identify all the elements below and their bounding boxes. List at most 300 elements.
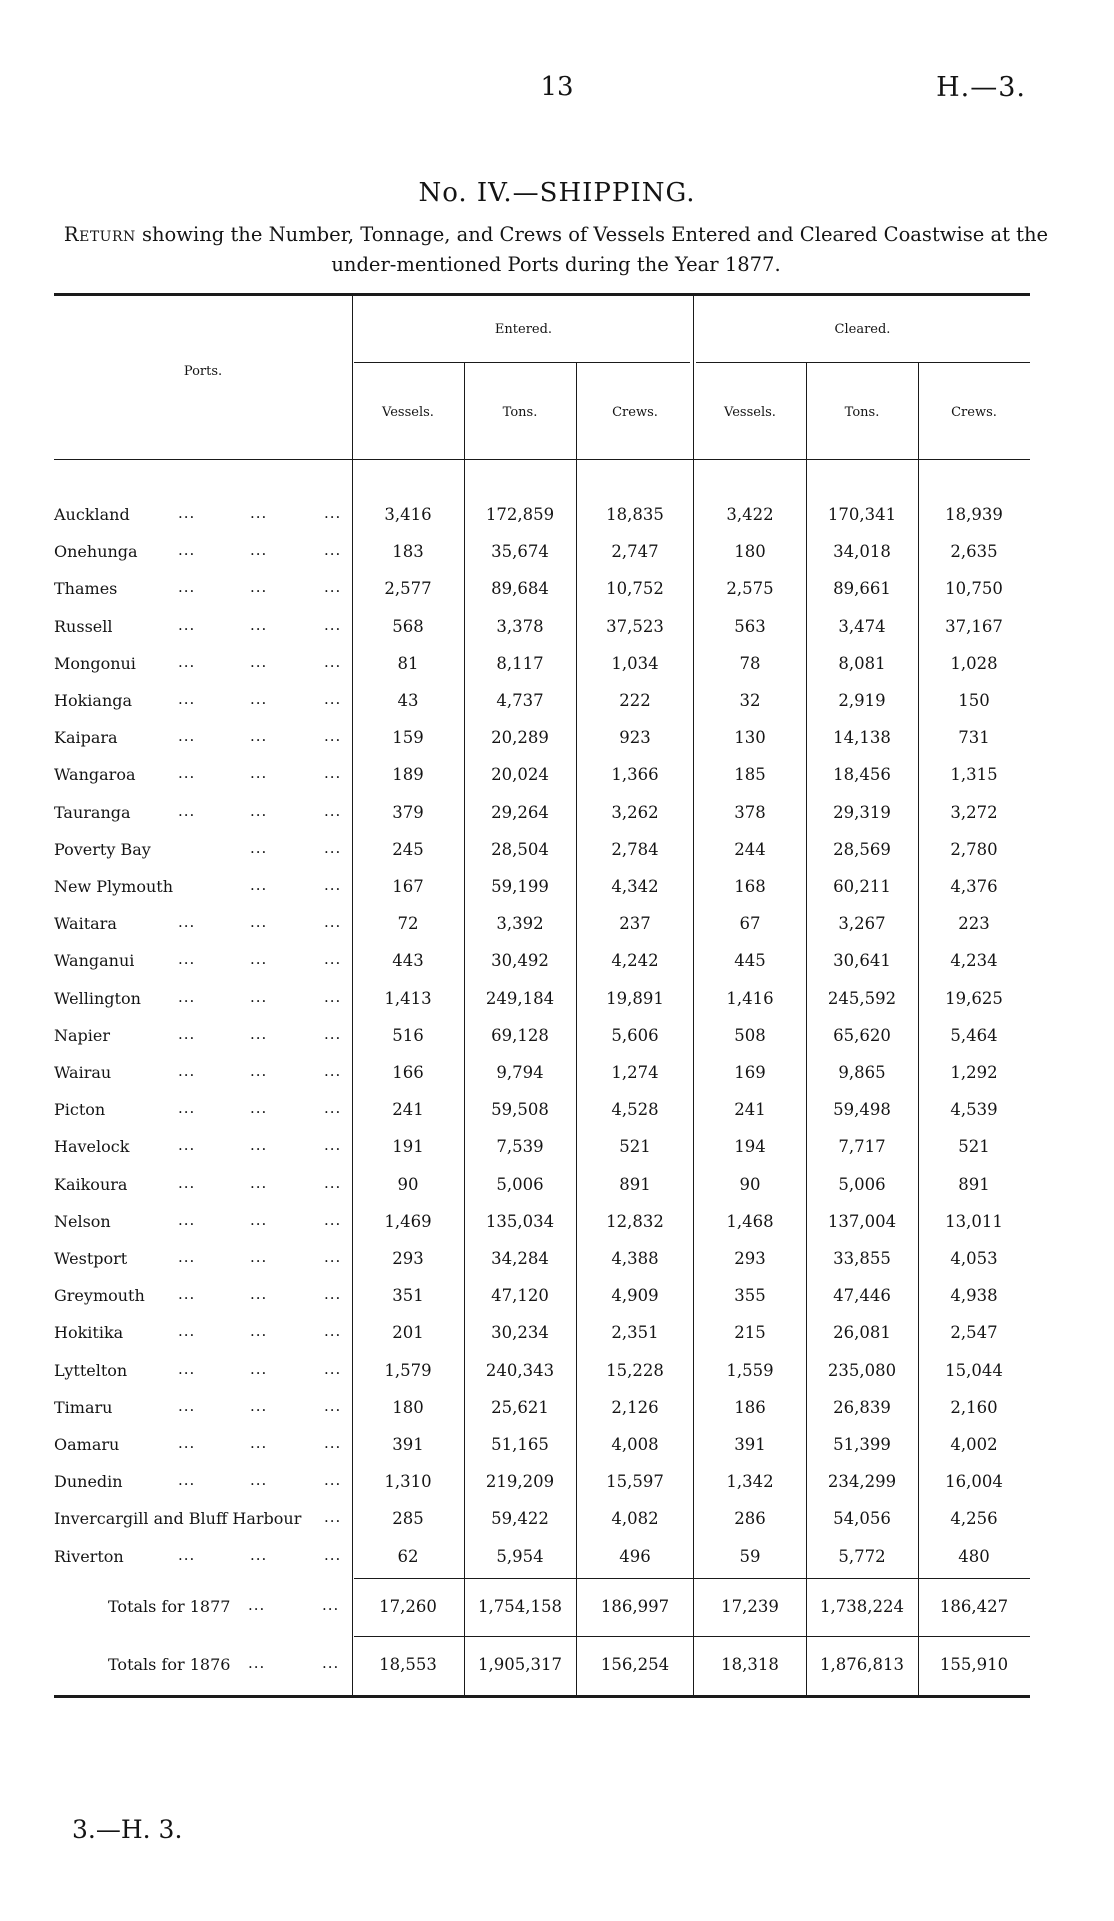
cell-value: 69,128	[491, 1025, 549, 1045]
cell-value: 130	[734, 728, 766, 748]
port-name: Mongonui	[54, 653, 136, 673]
cell-value: 89,684	[491, 579, 549, 599]
leader-dots: ...	[178, 1173, 196, 1192]
cell-value: 59	[739, 1546, 761, 1566]
cell-value: 1,468	[726, 1211, 774, 1231]
cell-value: 30,641	[833, 951, 891, 971]
leader-dots: ...	[178, 690, 196, 708]
leader-dots: ...	[248, 1654, 266, 1672]
port-name: Timaru	[54, 1397, 113, 1417]
cell-value: 51,399	[833, 1435, 891, 1454]
cell-value: 1,559	[726, 1360, 774, 1380]
leader-dots: ...	[324, 1285, 342, 1304]
cell-value: 28,569	[833, 839, 891, 859]
cell-value: 43	[397, 691, 419, 710]
cell-value: 14,138	[833, 728, 891, 748]
leader-dots: ...	[324, 690, 342, 708]
cell-value: 15,044	[945, 1360, 1003, 1380]
cell-value: 241	[392, 1100, 424, 1120]
column-header: Tons.	[844, 405, 880, 420]
totals-value: 156,254	[600, 1655, 670, 1674]
cell-value: 150	[958, 691, 990, 710]
port-name: New Plymouth	[54, 877, 174, 896]
cell-value: 67	[739, 914, 761, 934]
leader-dots: ...	[250, 1359, 268, 1378]
leader-dots: ...	[324, 876, 342, 894]
cell-value: 15,228	[606, 1360, 664, 1380]
cell-value: 4,376	[950, 877, 998, 896]
cell-value: 4,256	[950, 1509, 998, 1529]
cell-value: 18,939	[945, 505, 1003, 524]
cell-value: 10,750	[945, 579, 1003, 599]
port-name: Westport	[54, 1249, 128, 1268]
cell-value: 2,577	[384, 579, 432, 599]
cell-value: 51,165	[491, 1435, 549, 1454]
group-rule-cleared	[696, 362, 1030, 363]
leader-dots: ...	[178, 1396, 196, 1415]
leader-dots: ...	[250, 1545, 268, 1564]
totals-value: 1,754,158	[478, 1597, 562, 1616]
cell-value: 167	[392, 877, 424, 896]
cell-value: 189	[392, 765, 424, 785]
leader-dots: ...	[178, 541, 196, 560]
cell-value: 90	[739, 1174, 761, 1194]
port-name: Greymouth	[54, 1286, 145, 1306]
leader-dots: ...	[178, 987, 196, 1006]
cell-value: 2,160	[950, 1397, 998, 1417]
port-name: Wellington	[54, 988, 141, 1008]
cell-value: 351	[392, 1286, 424, 1306]
leader-dots: ...	[250, 876, 268, 894]
leader-dots: ...	[250, 950, 268, 969]
leader-dots: ...	[250, 838, 268, 857]
cell-value: 445	[734, 951, 766, 971]
leader-dots: ...	[250, 1248, 268, 1266]
column-header: Crews.	[612, 405, 658, 420]
leader-dots: ...	[250, 801, 268, 820]
column-header: Crews.	[951, 405, 997, 420]
leader-dots: ...	[324, 1396, 342, 1415]
cell-value: 186	[734, 1397, 766, 1417]
cell-value: 168	[734, 877, 766, 896]
leader-dots: ...	[178, 1210, 196, 1229]
cell-value: 241	[734, 1100, 766, 1120]
leader-dots: ...	[248, 1596, 266, 1614]
cell-value: 65,620	[833, 1025, 891, 1045]
cell-value: 3,378	[496, 616, 544, 636]
leader-dots: ...	[324, 987, 342, 1006]
port-name: Auckland	[54, 505, 130, 524]
leader-dots: ...	[178, 1062, 196, 1080]
cell-value: 2,784	[611, 839, 659, 859]
cell-value: 7,539	[496, 1137, 544, 1157]
leader-dots: ...	[324, 1099, 342, 1118]
leader-dots: ...	[178, 1434, 196, 1452]
column-header: Vessels.	[382, 405, 434, 420]
table-top-rule	[54, 293, 1030, 296]
cell-value: 1,416	[726, 988, 774, 1008]
leader-dots: ...	[178, 652, 196, 671]
cell-value: 3,267	[838, 914, 886, 934]
cell-value: 26,839	[833, 1397, 891, 1417]
port-name: Hokianga	[54, 691, 133, 710]
cell-value: 191	[392, 1137, 424, 1157]
port-name: Wangaroa	[54, 765, 136, 785]
totals-top-rule	[354, 1578, 1030, 1579]
totals-value: 155,910	[939, 1655, 1009, 1674]
leader-dots: ...	[324, 1210, 342, 1229]
leader-dots: ...	[324, 764, 342, 783]
cell-value: 244	[734, 839, 766, 859]
cell-value: 135,034	[485, 1211, 555, 1231]
leader-dots: ...	[324, 1136, 342, 1155]
cell-value: 9,794	[496, 1063, 544, 1082]
cell-value: 180	[392, 1397, 424, 1417]
cell-value: 4,002	[950, 1435, 998, 1454]
cell-value: 4,528	[611, 1100, 659, 1120]
cell-value: 215	[734, 1323, 766, 1343]
cell-value: 19,625	[945, 988, 1003, 1008]
leader-dots: ...	[178, 1545, 196, 1564]
table-bottom-rule	[54, 1695, 1030, 1698]
cell-value: 240,343	[485, 1360, 555, 1380]
cell-value: 923	[619, 728, 651, 748]
totals-label: Totals for 1877	[108, 1597, 231, 1616]
cell-value: 59,422	[491, 1509, 549, 1529]
cell-value: 391	[734, 1435, 766, 1454]
leader-dots: ...	[250, 1136, 268, 1155]
cell-value: 293	[392, 1249, 424, 1268]
leader-dots: ...	[178, 1471, 196, 1490]
leader-dots: ...	[178, 727, 196, 746]
cell-value: 1,292	[950, 1063, 998, 1082]
cell-value: 170,341	[827, 505, 897, 524]
cell-value: 4,938	[950, 1286, 998, 1306]
cell-value: 516	[392, 1025, 424, 1045]
leader-dots: ...	[324, 1359, 342, 1378]
cell-value: 33,855	[833, 1249, 891, 1268]
port-name: Nelson	[54, 1211, 111, 1231]
cell-value: 60,211	[833, 877, 891, 896]
leader-dots: ...	[250, 1210, 268, 1229]
cell-value: 18,456	[833, 765, 891, 785]
cell-value: 235,080	[827, 1360, 897, 1380]
port-name: Waitara	[54, 914, 117, 934]
cell-value: 185	[734, 765, 766, 785]
cell-value: 20,024	[491, 765, 549, 785]
cell-value: 4,234	[950, 951, 998, 971]
cell-value: 249,184	[485, 988, 555, 1008]
leader-dots: ...	[178, 615, 196, 634]
cell-value: 59,508	[491, 1100, 549, 1120]
cell-value: 78	[739, 653, 761, 673]
cell-value: 5,606	[611, 1025, 659, 1045]
totals-value: 18,318	[721, 1655, 779, 1674]
cell-value: 29,319	[833, 802, 891, 822]
totals-value: 1,876,813	[820, 1655, 904, 1674]
cell-value: 4,053	[950, 1249, 998, 1268]
cell-value: 5,006	[496, 1174, 544, 1194]
totals-value: 186,997	[600, 1597, 670, 1616]
cell-value: 4,737	[496, 691, 544, 710]
page-title: No. IV.—SHIPPING.	[418, 178, 696, 208]
leader-dots: ...	[324, 913, 342, 932]
port-name: Kaikoura	[54, 1174, 128, 1194]
port-name: Oamaru	[54, 1435, 120, 1454]
port-name: Lyttelton	[54, 1360, 128, 1380]
cell-value: 5,464	[950, 1025, 998, 1045]
port-name: Kaipara	[54, 728, 118, 748]
cell-value: 3,272	[950, 802, 998, 822]
totals-value: 17,260	[379, 1597, 437, 1616]
cell-value: 2,635	[950, 542, 998, 562]
cell-value: 34,018	[833, 542, 891, 562]
cell-value: 29,264	[491, 802, 549, 822]
leader-dots: ...	[250, 727, 268, 746]
cell-value: 32	[739, 691, 761, 710]
cell-value: 81	[397, 653, 419, 673]
cell-value: 72	[397, 914, 419, 934]
cell-value: 3,416	[384, 505, 432, 524]
cell-value: 4,342	[611, 877, 659, 896]
cell-value: 286	[734, 1509, 766, 1529]
leader-dots: ...	[324, 504, 342, 522]
cell-value: 172,859	[485, 505, 555, 524]
cell-value: 19,891	[606, 988, 664, 1008]
leader-dots: ...	[324, 1471, 342, 1490]
cell-value: 480	[958, 1546, 990, 1566]
leader-dots: ...	[324, 1322, 342, 1341]
cell-value: 15,597	[606, 1472, 664, 1492]
cell-value: 5,006	[838, 1174, 886, 1194]
port-name: Thames	[54, 579, 118, 599]
cell-value: 2,547	[950, 1323, 998, 1343]
leader-dots: ...	[250, 1396, 268, 1415]
port-name: Wairau	[54, 1063, 112, 1082]
cell-value: 3,392	[496, 914, 544, 934]
leader-dots: ...	[324, 950, 342, 969]
cell-value: 355	[734, 1286, 766, 1306]
cell-value: 194	[734, 1137, 766, 1157]
totals-value: 18,553	[379, 1655, 437, 1674]
cell-value: 568	[392, 616, 424, 636]
cell-value: 166	[392, 1063, 424, 1082]
cell-value: 378	[734, 802, 766, 822]
cell-value: 47,446	[833, 1286, 891, 1306]
cell-value: 4,539	[950, 1100, 998, 1120]
totals-value: 1,905,317	[478, 1655, 562, 1674]
cell-value: 3,422	[726, 505, 774, 524]
port-name: Riverton	[54, 1546, 124, 1566]
totals-value: 186,427	[939, 1597, 1009, 1616]
totals-value: 17,239	[721, 1597, 779, 1616]
totals-mid-rule	[354, 1636, 1030, 1637]
cell-value: 35,674	[491, 542, 549, 562]
leader-dots: ...	[250, 504, 268, 522]
leader-dots: ...	[250, 1285, 268, 1304]
leader-dots: ...	[178, 913, 196, 932]
leader-dots: ...	[250, 652, 268, 671]
cell-value: 1,579	[384, 1360, 432, 1380]
port-name: Picton	[54, 1100, 106, 1120]
port-name: Onehunga	[54, 542, 138, 562]
cell-value: 26,081	[833, 1323, 891, 1343]
leader-dots: ...	[178, 1024, 196, 1043]
port-name: Wanganui	[54, 951, 135, 971]
footer-reference: 3.—H. 3.	[72, 1815, 183, 1844]
page-subtitle	[56, 220, 1056, 280]
cell-value: 13,011	[945, 1211, 1003, 1231]
leader-dots: ...	[324, 1545, 342, 1564]
cell-value: 10,752	[606, 579, 664, 599]
cell-value: 391	[392, 1435, 424, 1454]
leader-dots: ...	[324, 1024, 342, 1043]
cell-value: 180	[734, 542, 766, 562]
ports-header: Ports.	[183, 364, 223, 379]
cell-value: 2,351	[611, 1323, 659, 1343]
leader-dots: ...	[322, 1596, 340, 1614]
leader-dots: ...	[250, 578, 268, 597]
col-rule-entered-tons	[576, 362, 577, 1695]
cell-value: 159	[392, 728, 424, 748]
leader-dots: ...	[324, 1248, 342, 1266]
group-rule-entered	[354, 362, 690, 363]
cleared-header: Cleared.	[834, 322, 891, 337]
cell-value: 245	[392, 839, 424, 859]
cell-value: 5,954	[496, 1546, 544, 1566]
cell-value: 8,117	[496, 653, 544, 673]
cell-value: 443	[392, 951, 424, 971]
cell-value: 30,492	[491, 951, 549, 971]
column-header: Vessels.	[724, 405, 776, 420]
cell-value: 891	[619, 1174, 651, 1194]
header-bottom-rule	[54, 459, 1030, 460]
leader-dots: ...	[250, 1434, 268, 1452]
page-number: 13	[540, 72, 574, 102]
cell-value: 20,289	[491, 728, 549, 748]
cell-value: 496	[619, 1546, 651, 1566]
cell-value: 25,621	[491, 1397, 549, 1417]
cell-value: 90	[397, 1174, 419, 1194]
port-name: Tauranga	[54, 802, 131, 822]
cell-value: 1,342	[726, 1472, 774, 1492]
port-name: Napier	[54, 1025, 111, 1045]
leader-dots: ...	[250, 690, 268, 708]
cell-value: 34,284	[491, 1249, 549, 1268]
cell-value: 2,126	[611, 1397, 659, 1417]
cell-value: 237	[619, 914, 651, 934]
cell-value: 5,772	[838, 1546, 886, 1566]
document-reference: H.—3.	[936, 72, 1026, 103]
leader-dots: ...	[178, 1285, 196, 1304]
cell-value: 3,262	[611, 802, 659, 822]
leader-dots: ...	[178, 950, 196, 969]
cell-value: 8,081	[838, 653, 886, 673]
cell-value: 7,717	[838, 1137, 886, 1157]
port-name: Hokitika	[54, 1323, 124, 1343]
cell-value: 891	[958, 1174, 990, 1194]
cell-value: 1,310	[384, 1472, 432, 1492]
leader-dots: ...	[250, 1471, 268, 1490]
leader-dots: ...	[324, 1173, 342, 1192]
cell-value: 2,780	[950, 839, 998, 859]
cell-value: 4,909	[611, 1286, 659, 1306]
leader-dots: ...	[250, 1173, 268, 1192]
leader-dots: ...	[250, 764, 268, 783]
leader-dots: ...	[250, 987, 268, 1006]
port-name: Dunedin	[54, 1472, 123, 1492]
leader-dots: ...	[324, 1062, 342, 1080]
cell-value: 521	[619, 1137, 651, 1157]
cell-value: 201	[392, 1323, 424, 1343]
leader-dots: ...	[250, 913, 268, 932]
cell-value: 47,120	[491, 1286, 549, 1306]
cell-value: 12,832	[606, 1211, 664, 1231]
leader-dots: ...	[324, 578, 342, 597]
entered-header: Entered.	[494, 322, 553, 337]
cell-value: 379	[392, 802, 424, 822]
cell-value: 245,592	[827, 988, 897, 1008]
leader-dots: ...	[324, 1434, 342, 1452]
cell-value: 1,413	[384, 988, 432, 1008]
cell-value: 563	[734, 616, 766, 636]
cell-value: 508	[734, 1025, 766, 1045]
totals-value: 1,738,224	[820, 1597, 904, 1616]
cell-value: 234,299	[827, 1472, 897, 1492]
cell-value: 293	[734, 1249, 766, 1268]
port-name: Invercargill and Bluff Harbour	[54, 1509, 302, 1529]
leader-dots: ...	[324, 727, 342, 746]
cell-value: 3,474	[838, 616, 886, 636]
cell-value: 62	[397, 1546, 419, 1566]
cell-value: 37,523	[606, 616, 664, 636]
cell-value: 59,498	[833, 1100, 891, 1120]
leader-dots: ...	[178, 1359, 196, 1378]
subtitle-line1: showing the Number, Tonnage, and Crews of Vessels Entered and Cleared Coastwise at the	[135, 223, 1049, 246]
leader-dots: ...	[250, 1322, 268, 1341]
leader-dots: ...	[178, 1248, 196, 1266]
cell-value: 521	[958, 1137, 990, 1157]
cell-value: 59,199	[491, 877, 549, 896]
cell-value: 1,028	[950, 653, 998, 673]
cell-value: 219,209	[485, 1472, 555, 1492]
port-name: Russell	[54, 616, 113, 636]
cell-value: 2,919	[838, 691, 886, 710]
leader-dots: ...	[324, 1508, 342, 1527]
cell-value: 37,167	[945, 616, 1003, 636]
cell-value: 1,366	[611, 765, 659, 785]
port-name: Poverty Bay	[54, 839, 151, 859]
cell-value: 54,056	[833, 1509, 891, 1529]
cell-value: 18,835	[606, 505, 664, 524]
cell-value: 223	[958, 914, 990, 934]
cell-value: 2,575	[726, 579, 774, 599]
cell-value: 2,747	[611, 542, 659, 562]
cell-value: 28,504	[491, 839, 549, 859]
leader-dots: ...	[324, 652, 342, 671]
cell-value: 16,004	[945, 1472, 1003, 1492]
cell-value: 1,034	[611, 653, 659, 673]
leader-dots: ...	[178, 1136, 196, 1155]
cell-value: 4,082	[611, 1509, 659, 1529]
totals-label: Totals for 1876	[108, 1655, 231, 1674]
leader-dots: ...	[178, 1099, 196, 1118]
leader-dots: ...	[250, 541, 268, 560]
cell-value: 89,661	[833, 579, 891, 599]
cell-value: 1,274	[611, 1063, 659, 1082]
leader-dots: ...	[178, 764, 196, 783]
leader-dots: ...	[324, 615, 342, 634]
